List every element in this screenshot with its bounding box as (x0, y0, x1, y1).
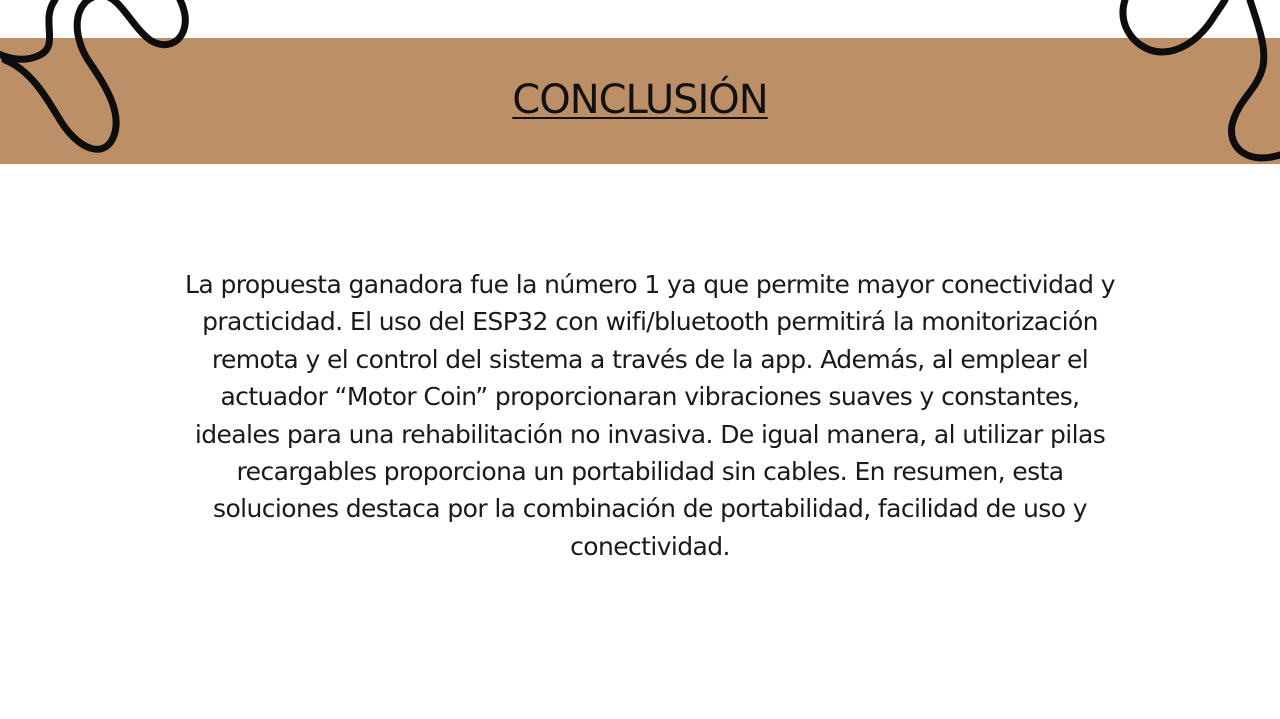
conclusion-paragraph: La propuesta ganadora fue la número 1 ya que permite mayor conectividad y practicidad. El uso del ESP32 con wifi/bluetooth permitirá la monitorización remota y el control del sistema a través de la app. Además, al emplear el actuador “Motor Coin” proporcionaran vibraciones suaves y constantes, ideales para una rehabilitación no invasiva. De igual manera, al utilizar pilas recargables proporciona un portabilidad sin cables. En resumen, esta soluciones destaca por la combinación de portabilidad, facilidad de uso y conectividad. (185, 270, 1115, 561)
left-squiggle-decoration (0, 0, 185, 149)
slide-title: CONCLUSIÓN (512, 77, 768, 123)
